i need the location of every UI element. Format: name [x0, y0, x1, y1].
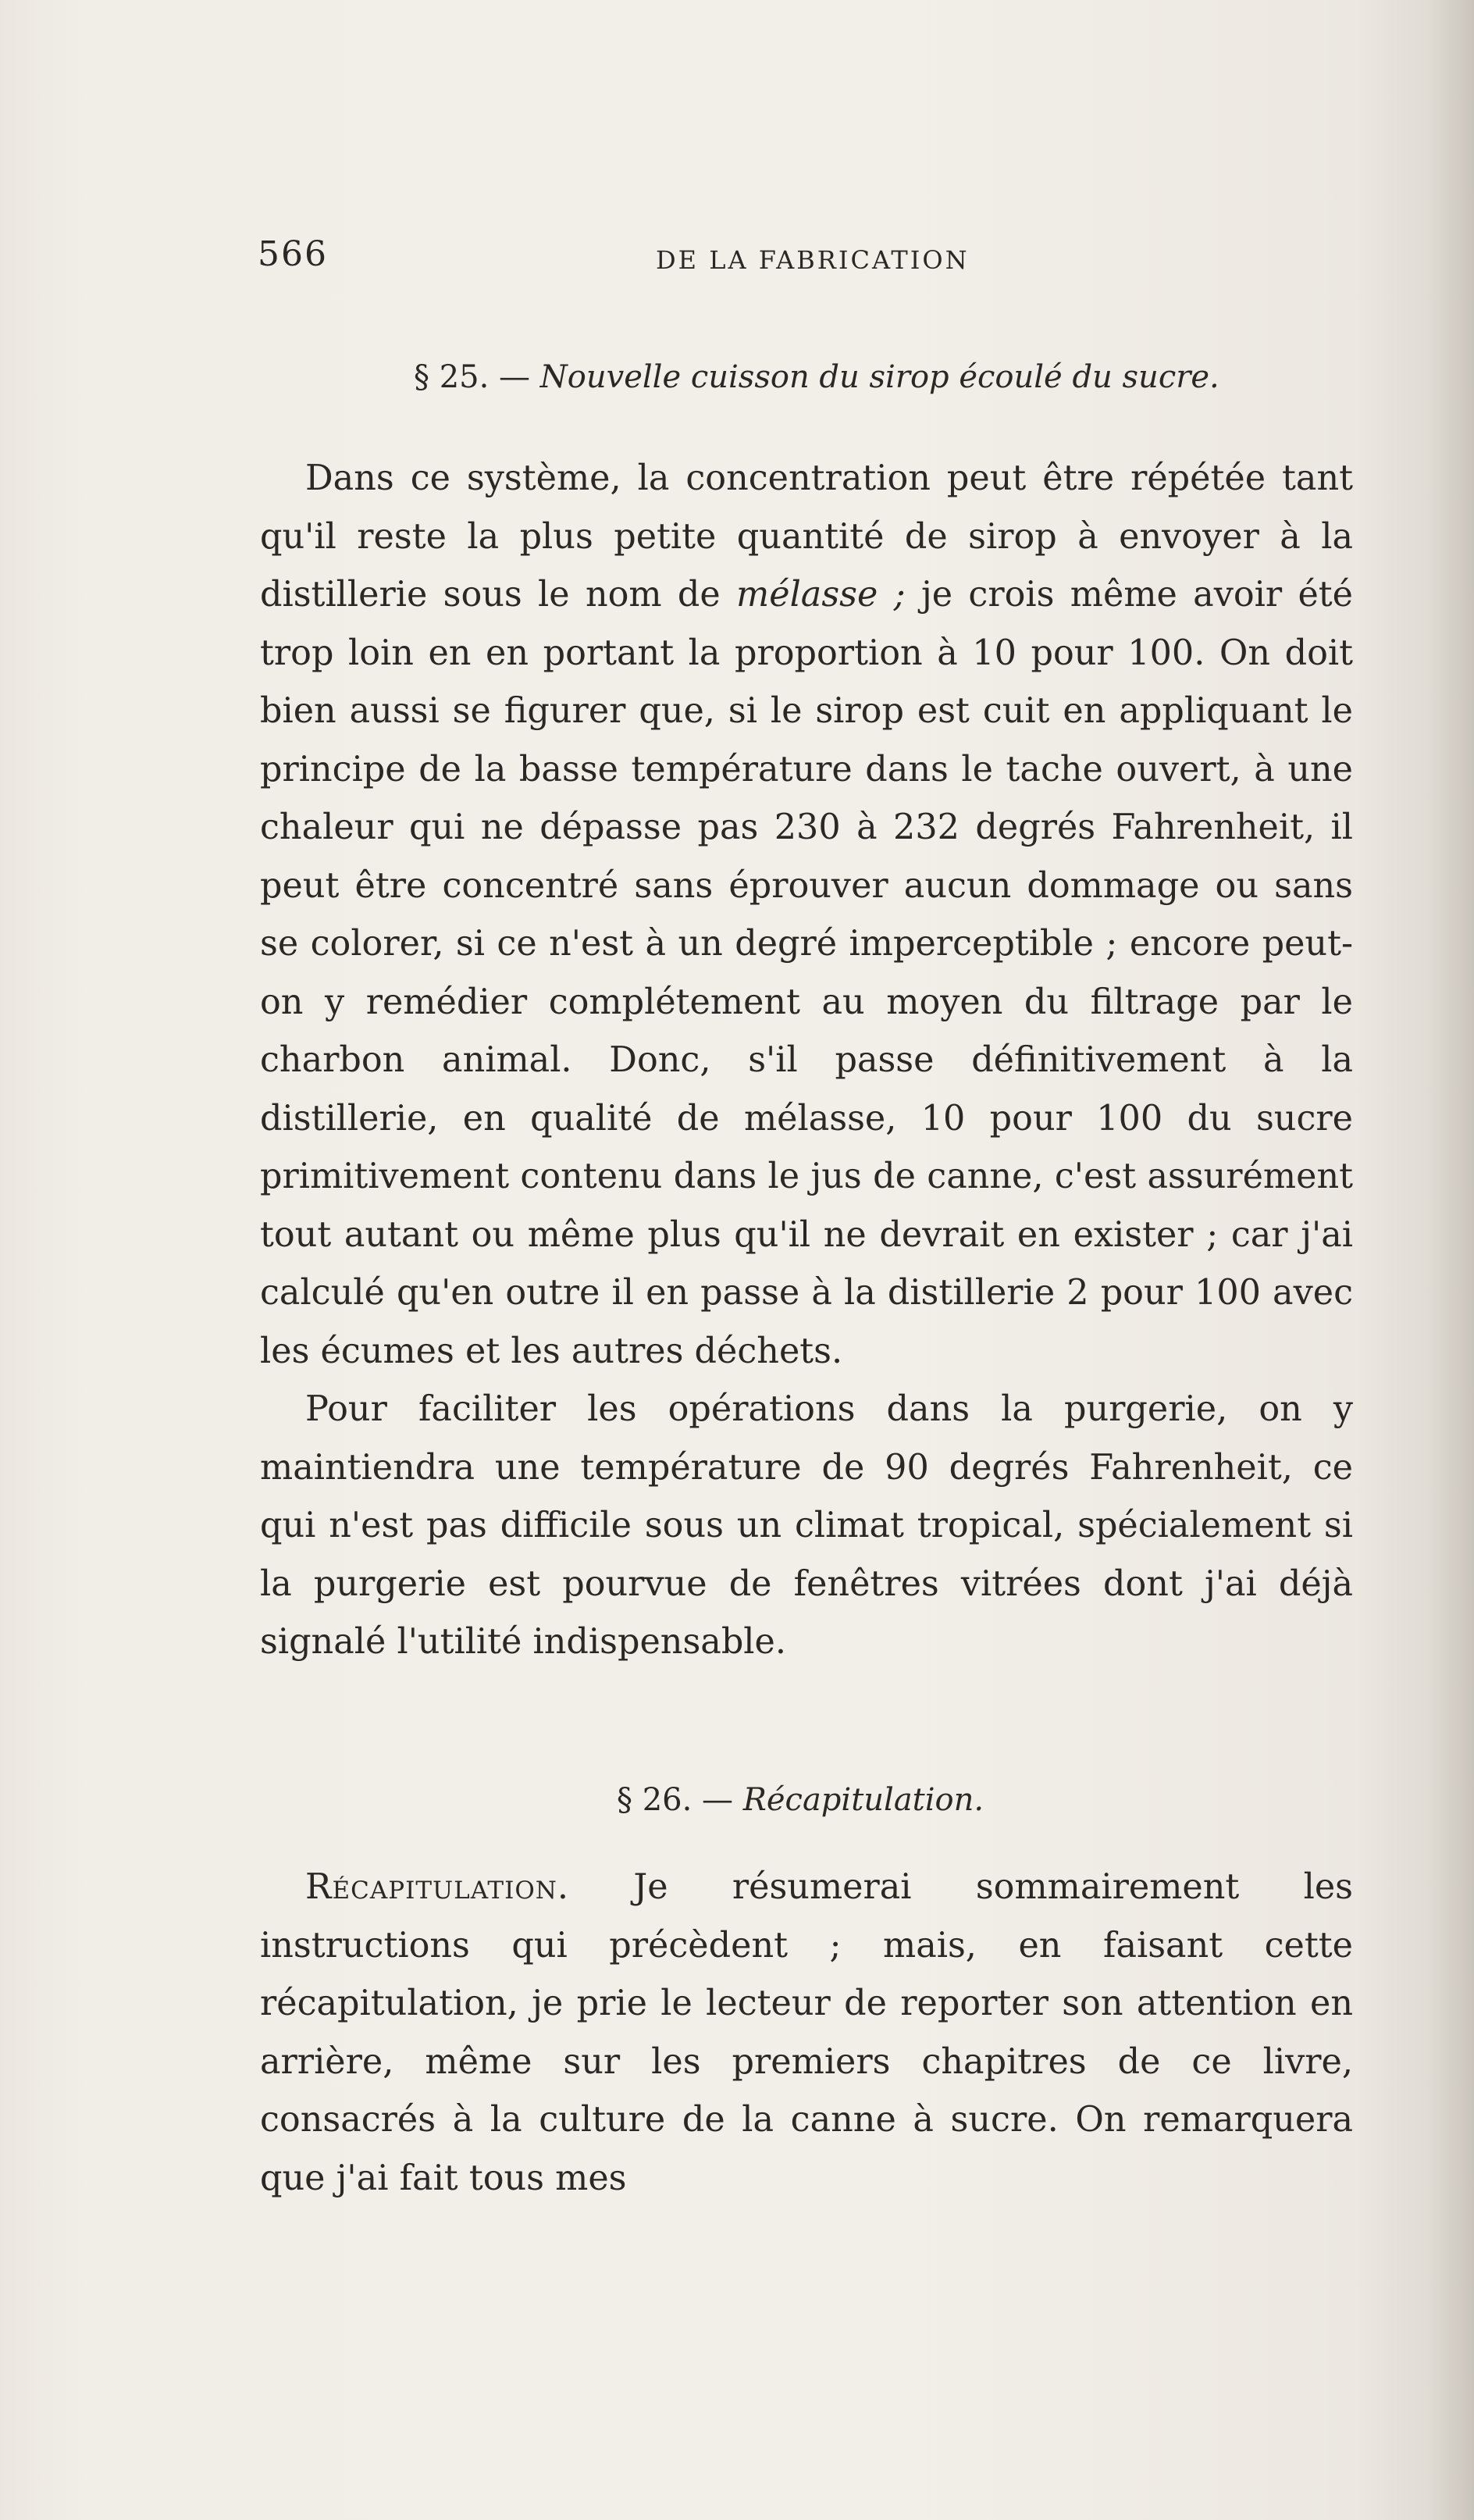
section-25-body: [260, 450, 1353, 1672]
paragraph: [260, 450, 1353, 1381]
italic-term-melasse: mélasse ;: [736, 575, 906, 615]
section-title: Récapitulation.: [742, 1782, 984, 1818]
paragraph: [260, 1859, 1353, 2208]
section-dash: —: [692, 1782, 743, 1818]
section-25-heading: [414, 359, 1219, 395]
section-number: § 25.: [414, 359, 490, 395]
page-number: 566: [258, 234, 328, 274]
paragraph-text: Dans ce système, la concentration peut être répétée tant qu'il reste la plus petite quantité de sirop à envoyer à la distillerie sous le nom de: [260, 458, 1353, 615]
section-26-heading: [617, 1782, 984, 1818]
paragraph-text: je crois même avoir été trop loin en en portant la proportion à 10 pour 100. On doit bien aussi se figurer que, si le sirop est cuit en appliquant le principe de la basse température dans le tache ouvert, à une chaleur qui ne dépasse pas 230 à 232 degrés Fahrenheit, il peut être concentré sans éprouver aucun dommage ou sans se colorer, si ce n'est à un degré imperceptible ; encore peut-on y remédier complétement au moyen du filtrage par le charbon animal. Donc, s'il passe définitivement à la distillerie, en qualité de mélasse, 10 pour 100 du sucre primitivement contenu dans le jus de canne, c'est assurément tout autant ou même plus qu'il ne devrait en exister ; car j'ai calculé qu'en outre il en passe à la distillerie 2 pour 100 avec les écumes et les autres déchets.: [260, 575, 1353, 1371]
paragraph: Pour faciliter les opérations dans la purgerie, on y maintiendra une température de 90 degrés Fahrenheit, ce qui n'est pas difficile sous un climat tropical, spécialement si la purgerie est pourvue de fenêtres vitrées dont j'ai déjà signalé l'utilité indispensable.: [260, 1389, 1353, 1662]
paragraph-lead: Récapitulation.: [305, 1867, 570, 1907]
section-dash: —: [489, 359, 540, 395]
paragraph-text: Je résumerai sommairement les instructions qui précèdent ; mais, en faisant cette récapitulation, je prie le lecteur de reporter son attention en arrière, même sur les premiers chapitres de ce livre, consacrés à la culture de la canne à sucre. On remarquera que j'ai fait tous mes: [260, 1867, 1353, 2198]
section-title: Nouvelle cuisson du sirop écoulé du sucre.: [539, 359, 1219, 395]
page-edge-shadow: [1427, 0, 1474, 2520]
section-number: § 26.: [617, 1782, 692, 1818]
running-head: DE LA FABRICATION: [656, 245, 970, 275]
section-26-body: [260, 1859, 1353, 2208]
page-header: [258, 234, 1351, 289]
